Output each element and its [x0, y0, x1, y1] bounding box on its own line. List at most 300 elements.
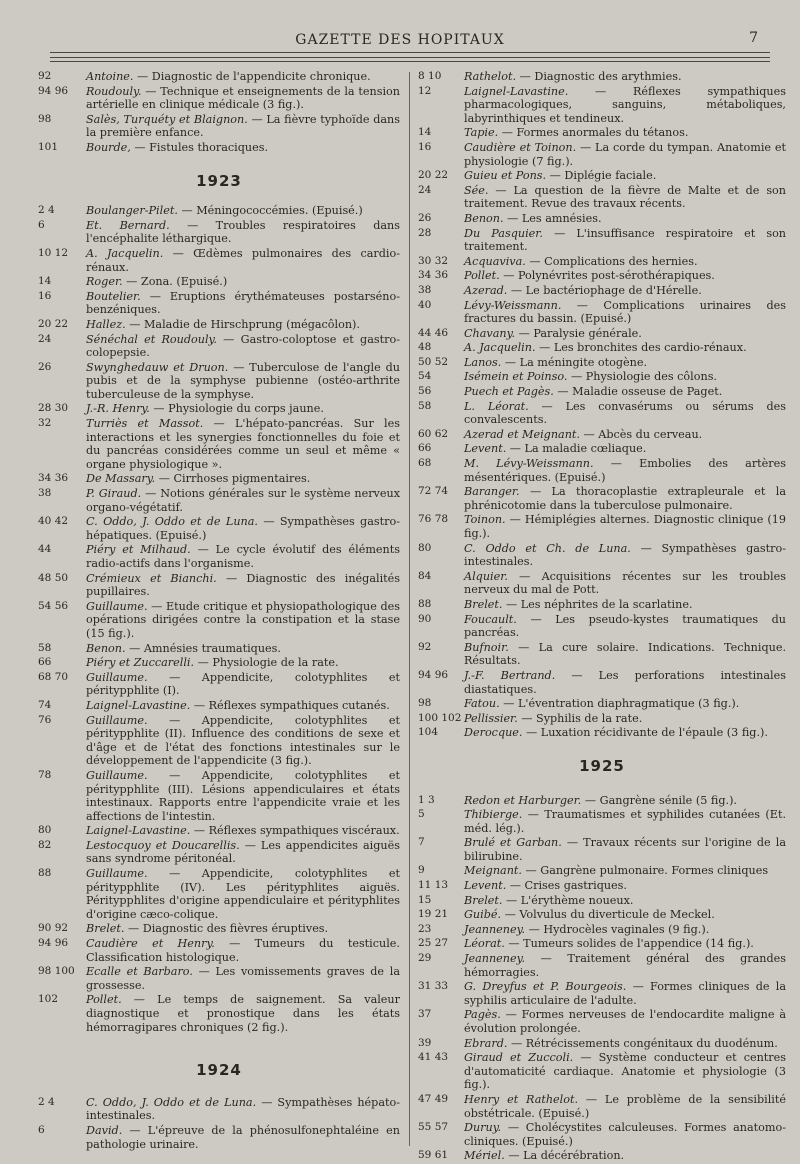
entry-author: Guillaume.	[86, 670, 148, 684]
issue-number: 74	[38, 698, 52, 711]
entry-author: A. Jacquelin.	[86, 246, 164, 260]
entry-author: G. Dreyfus et P. Bourgeois.	[464, 980, 627, 994]
entry-title: — Amnésies traumatiques.	[125, 641, 281, 655]
issue-number: 24	[38, 332, 52, 345]
entry-title: — Œdèmes pulmonaires des cardio-rénaux.	[86, 246, 400, 274]
entry-text	[86, 141, 400, 155]
entry-text	[464, 327, 786, 341]
entry-text	[86, 219, 400, 246]
entry-text	[86, 417, 400, 471]
issue-number: 68	[418, 457, 432, 470]
index-entry	[418, 184, 786, 211]
issue-number: 92	[418, 640, 432, 653]
index-entry	[418, 669, 786, 696]
entry-text	[464, 641, 786, 668]
issue-number: 102	[38, 993, 59, 1006]
issue-number: 20 22	[38, 317, 69, 330]
entry-author: Crémieux et Bianchi.	[86, 571, 217, 585]
entry-text	[464, 184, 786, 211]
entries-list	[38, 1096, 400, 1151]
entry-text	[86, 204, 400, 218]
entry-title: — Le bactériophage de d'Hérelle.	[507, 283, 702, 297]
entry-text	[86, 333, 400, 360]
index-entry	[38, 965, 400, 992]
entry-title: — L'éventration diaphragmatique (3 fig.).	[499, 697, 740, 711]
issue-number: 5	[418, 808, 425, 821]
index-entry	[38, 247, 400, 274]
entry-title: — Sympathèses gastro-hépatiques. (Epuisé.)	[86, 515, 400, 542]
entry-author: M. Lévy-Weissmann.	[464, 457, 594, 471]
entry-author: Guillaume.	[86, 599, 148, 613]
index-entry	[38, 85, 400, 112]
entry-title: — Système conducteur et centres d'automaticité cardiaque. Anatomie et physiologie (3 fig.).	[464, 1051, 786, 1092]
entry-author: Benon.	[464, 211, 504, 225]
entry-author: Et. Bernard.	[86, 218, 170, 232]
issue-number: 88	[418, 597, 432, 610]
entry-text	[464, 952, 786, 979]
entry-author: Guibé.	[464, 908, 502, 922]
issue-number: 2 4	[38, 1095, 55, 1108]
issue-number: 11 13	[418, 879, 449, 892]
entry-title: — Traumatismes et syphilides cutanées (Et. méd. lég.).	[464, 808, 786, 835]
entry-author: Alquier.	[464, 569, 508, 583]
index-entry	[418, 980, 786, 1007]
entry-title: — Le temps de saignement. Sa valeur diagnostique et pronostique dans les états hémorragipares chroniques (2 fig.).	[86, 993, 400, 1034]
entry-author: Jeanneney.	[464, 922, 526, 936]
entry-author: Levent.	[464, 442, 507, 456]
entry-text	[464, 923, 786, 937]
issue-number: 39	[418, 1036, 432, 1049]
index-entry	[38, 113, 400, 140]
entry-text	[464, 255, 786, 269]
entry-author: Giraud et Zuccoli.	[464, 1051, 574, 1065]
entry-title: — Sympathèses hépato-intestinales.	[86, 1095, 400, 1123]
entry-title: — Notions générales sur le système nerveux organo-végétatif.	[86, 487, 400, 514]
entry-text	[86, 70, 400, 84]
entry-author: Tapie.	[464, 126, 499, 140]
issue-number: 80	[38, 824, 52, 837]
issue-number: 68 70	[38, 670, 69, 683]
index-entry	[418, 794, 786, 808]
issue-number: 88	[38, 867, 52, 880]
issue-number: 98	[38, 112, 52, 125]
index-entry	[418, 894, 786, 908]
entry-text	[464, 570, 786, 597]
entry-author: Pollet.	[464, 269, 500, 283]
index-entry	[418, 864, 786, 878]
entry-title: — Formes nerveuses de l'endocardite maligne à évolution prolongée.	[464, 1008, 786, 1035]
entry-title: — Appendicite, colotyphlites et péritypphlite (II). Influence des conditions de sexe et d'âge et de l'état des fonctions intestinales sur le développement de l'appendicite (3 fig.).	[86, 713, 400, 768]
issue-number: 8 10	[418, 70, 442, 82]
issue-number: 28 30	[38, 402, 69, 415]
entry-text	[464, 370, 786, 384]
issue-number: 14	[38, 275, 52, 288]
issue-number: 82	[38, 838, 52, 851]
index-entry	[418, 726, 786, 740]
entry-text	[464, 269, 786, 283]
index-entry	[38, 472, 400, 486]
entry-text	[464, 141, 786, 168]
entry-author: Henry et Rathelot.	[464, 1092, 579, 1106]
issue-number: 1 3	[418, 793, 435, 806]
entry-text	[464, 697, 786, 711]
entry-title: — Gangrène sénile (5 fig.).	[581, 793, 737, 807]
entry-author: Laignel-Lavastine.	[86, 698, 191, 712]
index-entry	[418, 126, 786, 140]
left-column	[38, 70, 400, 1152]
issue-number: 37	[418, 1008, 432, 1021]
entry-author: C. Oddo et Ch. de Luna.	[464, 541, 631, 555]
index-entry	[418, 879, 786, 893]
index-entry	[418, 385, 786, 399]
issue-number: 30 32	[418, 254, 449, 267]
entry-author: J.-R. Henry.	[86, 402, 150, 416]
index-entry	[418, 908, 786, 922]
entry-title: — Eruptions érythémateuses postarséno-benzéniques.	[86, 289, 400, 317]
index-entry	[38, 642, 400, 656]
entry-title: — Luxation récidivante de l'épaule (3 fig.).	[522, 726, 768, 740]
issue-number: 44 46	[418, 326, 449, 339]
index-entry	[38, 275, 400, 289]
index-entry	[418, 457, 786, 484]
entry-text	[464, 864, 786, 878]
entry-author: Sée.	[464, 183, 489, 197]
entry-title: — Zona. (Epuisé.)	[122, 275, 228, 289]
entry-author: Mériel.	[464, 1149, 505, 1163]
right-column	[418, 70, 786, 1164]
entry-text	[86, 247, 400, 274]
entry-text	[86, 275, 400, 289]
year-heading: 1924	[196, 1061, 242, 1080]
entry-author: Ebrard.	[464, 1036, 508, 1050]
issue-number: 90 92	[38, 922, 69, 935]
entry-author: Meignant.	[464, 864, 522, 878]
index-entry	[418, 1051, 786, 1092]
entry-text	[464, 212, 786, 226]
index-entry	[418, 341, 786, 355]
issue-number: 94 96	[38, 84, 69, 97]
index-entry	[418, 70, 786, 84]
entry-text	[464, 669, 786, 696]
entry-text	[464, 980, 786, 1007]
entry-author: Du Pasquier.	[464, 226, 543, 240]
index-entry	[38, 671, 400, 698]
entry-author: Guieu et Pons.	[464, 169, 547, 183]
index-entry	[418, 255, 786, 269]
entry-author: Foucault.	[464, 612, 517, 626]
entry-author: Roudouly.	[86, 84, 142, 98]
entry-text	[464, 937, 786, 951]
entry-author: C. Oddo, J. Oddo et de Luna.	[86, 515, 258, 529]
issue-number: 29	[418, 952, 432, 965]
index-entry	[38, 867, 400, 921]
issue-number: 40	[418, 298, 432, 311]
entry-author: Benon.	[86, 641, 126, 655]
entry-text	[464, 1093, 786, 1120]
issue-number: 90	[418, 612, 432, 625]
entry-author: Rathelot.	[464, 70, 517, 83]
issue-number: 9	[418, 864, 425, 877]
entry-title: — Travaux récents sur l'origine de la bilirubine.	[464, 836, 786, 863]
entry-title: — Complications urinaires des fractures du bassin. (Epuisé.)	[464, 298, 786, 326]
issue-number: 66	[38, 656, 52, 669]
index-entry	[38, 318, 400, 332]
entry-text	[86, 85, 400, 112]
entries-list	[38, 70, 400, 155]
index-entry	[38, 656, 400, 670]
entry-text	[86, 318, 400, 332]
entry-text	[86, 1096, 400, 1123]
entry-text	[86, 361, 400, 402]
entry-author: P. Giraud.	[86, 487, 142, 501]
entry-text	[464, 385, 786, 399]
index-entry	[418, 85, 786, 126]
entry-title: — Les néphrites de la scarlatine.	[502, 597, 693, 611]
index-entry	[38, 1124, 400, 1151]
issue-number: 60 62	[418, 427, 449, 440]
entry-author: Boutelier.	[86, 289, 141, 303]
entry-author: C. Oddo, J. Oddo et de Luna.	[86, 1095, 257, 1109]
entry-author: Laignel-Lavastine.	[464, 84, 569, 98]
index-entry	[38, 699, 400, 713]
entry-text	[86, 472, 400, 486]
entry-text	[464, 894, 786, 908]
entry-text	[86, 769, 400, 823]
entry-title: — La maladie cœliaque.	[506, 442, 647, 456]
index-entry	[418, 952, 786, 979]
entry-text	[464, 485, 786, 512]
issue-number: 98 100	[38, 965, 75, 978]
entry-title: — La décérébration.	[504, 1149, 625, 1163]
header-rule	[50, 57, 770, 58]
entry-author: A. Jacquelin.	[464, 341, 536, 355]
entry-title: — Le cycle évolutif des éléments radio-actifs dans l'organisme.	[86, 543, 400, 570]
issue-number: 26	[418, 211, 432, 224]
entry-title: — Acquisitions récentes sur les troubles nerveux du mal de Pott.	[464, 569, 786, 597]
index-entry	[418, 836, 786, 863]
index-entry	[418, 442, 786, 456]
entry-author: Baranger.	[464, 485, 520, 499]
issue-number: 80	[418, 541, 432, 554]
index-entry	[418, 937, 786, 951]
issue-number: 38	[38, 487, 52, 500]
issue-number: 100 102	[418, 711, 462, 724]
entry-author: Boulanger-Pilet.	[86, 204, 178, 218]
entry-author: Azerad et Meignant.	[464, 427, 580, 441]
entry-author: Swynghedauw et Druon.	[86, 360, 229, 374]
issue-number: 41 43	[418, 1051, 449, 1064]
entry-text	[86, 487, 400, 514]
entry-text	[464, 1051, 786, 1092]
issue-number: 58	[418, 399, 432, 412]
issue-number: 54	[418, 370, 432, 383]
entry-text	[86, 515, 400, 542]
entry-text	[86, 965, 400, 992]
entry-text	[464, 70, 786, 84]
issue-number: 78	[38, 768, 52, 781]
entry-title: — L'érythème noueux.	[502, 893, 634, 907]
entry-title: — Les pseudo-kystes traumatiques du pancréas.	[464, 612, 786, 640]
entry-title: — Diagnostic des fièvres éruptives.	[124, 922, 329, 936]
issue-number: 19 21	[418, 908, 449, 921]
entry-title: — Les convasérums ou sérums des convalescents.	[464, 399, 786, 427]
issue-number: 7	[418, 836, 425, 849]
entry-author: Bufnoir.	[464, 640, 509, 654]
entry-title: — Diagnostic des inégalités pupillaires.	[86, 571, 401, 599]
entry-title: — Réflexes sympathiques pharmacologiques, sanguins, métaboliques, labyrinthiques et tendineux.	[464, 84, 786, 125]
index-entry	[418, 1149, 786, 1163]
entry-text	[86, 922, 400, 936]
index-entry	[38, 402, 400, 416]
issue-number: 38	[418, 283, 432, 296]
index-entry	[418, 370, 786, 384]
index-entry	[38, 543, 400, 570]
entry-author: Brelet.	[464, 893, 503, 907]
index-entry	[38, 600, 400, 641]
index-entry	[38, 572, 400, 599]
issue-number: 76	[38, 713, 52, 726]
entry-text	[86, 867, 400, 921]
entry-title: — Gastro-coloptose et gastro-colopepsie.	[86, 332, 400, 360]
entry-text	[86, 714, 400, 768]
issue-number: 44	[38, 543, 52, 556]
index-entry	[38, 1096, 400, 1123]
entry-author: Piéry et Zuccarelli.	[86, 656, 195, 670]
index-entry	[38, 219, 400, 246]
entry-author: Jeanneney.	[464, 952, 526, 966]
issue-number: 23	[418, 922, 432, 935]
entry-text	[86, 402, 400, 416]
issue-number: 59 61	[418, 1149, 449, 1162]
index-entry	[418, 808, 786, 835]
index-entry	[418, 542, 786, 569]
entry-title: — Formes cliniques de la syphilis articulaire de l'adulte.	[464, 980, 786, 1007]
entry-text	[464, 836, 786, 863]
entry-author: Laignel-Lavastine.	[86, 824, 191, 838]
entry-title: — Formes anormales du tétanos.	[498, 126, 689, 140]
entry-title: — Appendicite, colotyphlites et péritypphlite (IV). Les pérityphlites aiguës. Péritypphlites d'origine appendiculaire et pérityphlites d'origine cæco-colique.	[86, 867, 400, 921]
issue-number: 101	[38, 140, 59, 153]
index-entry	[418, 327, 786, 341]
issue-number: 58	[38, 641, 52, 654]
index-entry	[418, 1008, 786, 1035]
entry-text	[86, 993, 400, 1034]
entry-author: Hallez.	[86, 317, 126, 331]
entry-title: — La fièvre typhoïde dans la première enfance.	[86, 112, 400, 140]
entry-author: Guillaume.	[86, 867, 148, 881]
index-entry	[38, 714, 400, 768]
index-entry	[418, 570, 786, 597]
entry-text	[464, 879, 786, 893]
entry-title: — Paralysie générale.	[515, 326, 642, 340]
entry-title: — Diagnostic de l'appendicite chronique.	[133, 70, 371, 83]
index-entry	[418, 212, 786, 226]
index-entry	[418, 356, 786, 370]
entry-author: Derocque.	[464, 726, 523, 740]
index-entry	[38, 769, 400, 823]
entry-title: — Les perforations intestinales diastatiques.	[464, 668, 786, 696]
issue-number: 14	[418, 126, 432, 139]
entry-text	[464, 284, 786, 298]
entry-title: — La corde du tympan. Anatomie et physiologie (7 fig.).	[464, 140, 786, 168]
entry-author: Caudière et Henry.	[86, 937, 215, 951]
entry-text	[464, 598, 786, 612]
entry-author: De Massary.	[86, 472, 156, 486]
issue-number: 28	[418, 226, 432, 239]
entry-text	[464, 712, 786, 726]
entry-text	[86, 642, 400, 656]
entry-text	[464, 457, 786, 484]
page-number: 7	[749, 30, 758, 46]
issue-number: 55 57	[418, 1121, 449, 1134]
index-entry	[418, 1093, 786, 1120]
entry-title: — Complications des hernies.	[525, 254, 698, 268]
entry-text	[86, 671, 400, 698]
entry-title: — Appendicite, colotyphlites et péritypphlite (I).	[86, 670, 400, 698]
entry-title: — Embolies des artères mésentériques. (Epuisé.)	[464, 457, 786, 484]
entries-list	[38, 204, 400, 1034]
index-entry	[38, 417, 400, 471]
entry-title: — Technique et enseignements de la tension artérielle en clinique médicale (3 fig.).	[86, 84, 400, 112]
index-entry	[38, 333, 400, 360]
index-entry	[418, 1121, 786, 1148]
issue-number: 32	[38, 417, 52, 430]
issue-number: 84	[418, 569, 432, 582]
entry-title: — Hémiplégies alternes. Diagnostic clinique (19 fig.).	[464, 513, 786, 540]
index-entry	[418, 141, 786, 168]
issue-number: 50 52	[418, 355, 449, 368]
header-rule	[50, 52, 770, 53]
issue-number: 20 22	[418, 169, 449, 182]
entry-text	[464, 428, 786, 442]
entry-author: Pagès.	[464, 1008, 501, 1022]
entry-title: — Hydrocèles vaginales (9 fig.).	[525, 922, 710, 936]
issue-number: 6	[38, 218, 45, 231]
issue-number: 25 27	[418, 937, 449, 950]
entry-text	[464, 513, 786, 540]
entry-author: Fatou.	[464, 697, 500, 711]
entries-list	[418, 794, 786, 1163]
entry-author: Pellissier.	[464, 711, 518, 725]
entry-author: Brelet.	[464, 597, 503, 611]
entry-text	[464, 400, 786, 427]
entry-text	[86, 1124, 400, 1151]
index-entry	[38, 290, 400, 317]
entry-author: Levent.	[464, 879, 507, 893]
entry-author: Lévy-Weissmann.	[464, 298, 562, 312]
page-header	[0, 30, 800, 54]
index-entry	[418, 923, 786, 937]
entry-title: — Tumeurs solides de l'appendice (14 fig.).	[504, 937, 754, 951]
entry-author: Sénéchal et Roudouly.	[86, 332, 217, 346]
entry-title: — Cirrhoses pigmentaires.	[155, 472, 311, 486]
year-heading: 1925	[579, 756, 625, 775]
issue-number: 94 96	[38, 937, 69, 950]
issue-number: 15	[418, 893, 432, 906]
issue-number: 76 78	[418, 513, 449, 526]
issue-number: 47 49	[418, 1092, 449, 1105]
issue-number: 98	[418, 697, 432, 710]
entry-title: — Polynévrites post-sérothérapiques.	[499, 269, 715, 283]
entry-author: Chavany.	[464, 326, 516, 340]
entry-author: Brelet.	[86, 922, 125, 936]
entry-author: Piéry et Milhaud.	[86, 543, 191, 557]
index-entry	[418, 428, 786, 442]
entry-author: J.-F. Bertrand.	[464, 668, 556, 682]
issue-number: 92	[38, 70, 52, 82]
index-entry	[418, 1037, 786, 1051]
index-entry	[418, 712, 786, 726]
